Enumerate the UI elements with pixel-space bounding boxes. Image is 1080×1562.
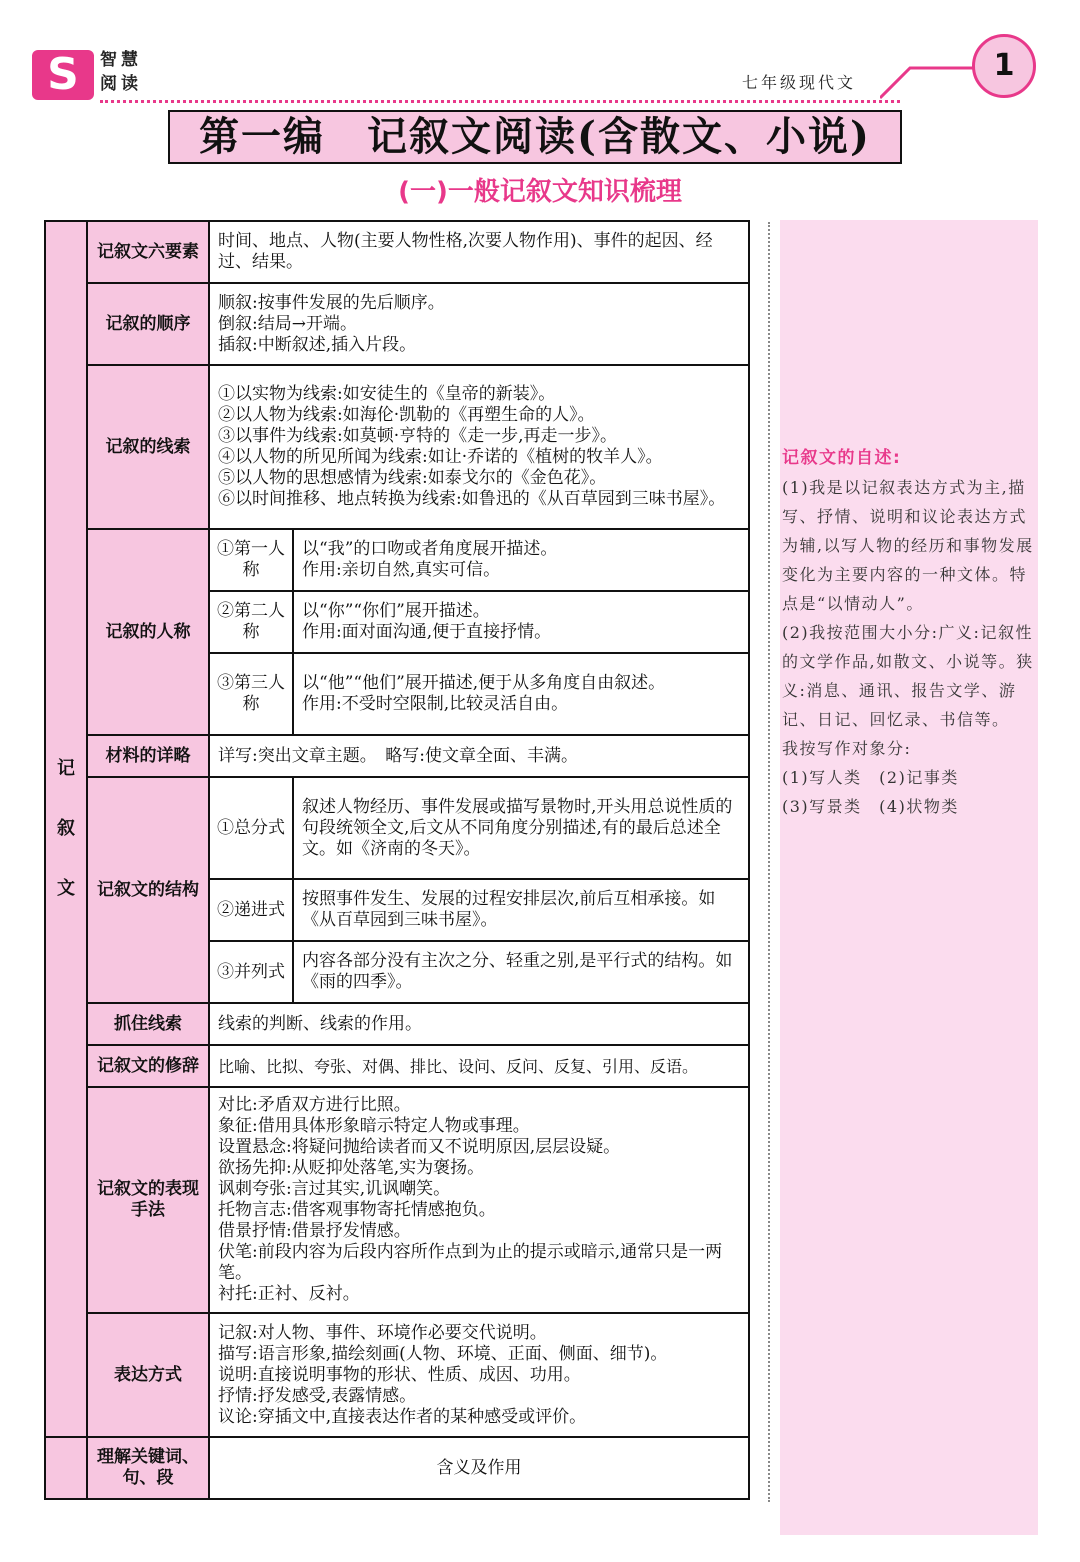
person-name: ③第三人称 — [209, 653, 293, 735]
person-text — [293, 591, 749, 653]
clue-line: ④以人物的所见所闻为线索:如让·乔诺的《植树的牧羊人》。 — [218, 447, 663, 467]
row-text-expression — [209, 1313, 749, 1437]
row-text-techniques — [209, 1087, 749, 1313]
page-title: 第一编 记叙文阅读(含散文、小说) — [168, 110, 902, 164]
person-line: 作用:亲切自然,真实可信。 — [302, 560, 501, 580]
sidebar-title: 记叙文的自述: — [782, 448, 902, 468]
row-label-person: 记叙的人称 — [87, 529, 209, 735]
logo — [32, 44, 182, 104]
row-label-rhetoric: 记叙文的修辞 — [87, 1045, 209, 1087]
grade-label: 七年级现代文 — [742, 73, 857, 92]
sidebar-paragraph: (2)我按范围大小分:广义:记叙性的文学作品,如散文、小说等。狭义:消息、通讯、报告文学、游记、日记、回忆录、书信等。 — [782, 623, 1034, 729]
row-label-techniques: 记叙文的表现手法 — [87, 1087, 209, 1313]
row-label-order: 记叙的顺序 — [87, 283, 209, 365]
structure-name: ①总分式 — [209, 777, 293, 879]
person-text — [293, 653, 749, 735]
person-line: 作用:不受时空限制,比较灵活自由。 — [302, 694, 569, 714]
technique-line: 借景抒情:借景抒发情感。 — [218, 1221, 411, 1241]
technique-line: 讽刺夸张:言过其实,讥讽嘲笑。 — [218, 1179, 451, 1199]
structure-text: 叙述人物经历、事件发展或描写景物时,开头用总说性质的句段统领全文,后文从不同角度分别描述,有的最后总述全文。如《济南的冬天》。 — [293, 777, 749, 879]
sidebar-notes — [782, 444, 1038, 821]
person-line: 以“我”的口吻或者角度展开描述。 — [302, 539, 558, 559]
sidebar-paragraph: (3)写景类 (4)状物类 — [782, 797, 959, 816]
technique-line: 对比:矛盾双方进行比照。 — [218, 1095, 411, 1115]
row-text-clues — [209, 365, 749, 529]
clue-line: ②以人物为线索:如海伦·凯勒的《再塑生命的人》。 — [218, 405, 595, 425]
structure-text: 内容各部分没有主次之分、轻重之别,是平行式的结构。如《雨的四季》。 — [293, 941, 749, 1003]
dotted-divider — [100, 100, 900, 103]
technique-line: 设置悬念:将疑问抛给读者而又不说明原因,层层设疑。 — [218, 1137, 621, 1157]
sidebar-paragraph: (1)写人类 (2)记事类 — [782, 768, 959, 787]
row-label-keywords: 理解关键词、句、段 — [87, 1437, 209, 1499]
logo-mark — [32, 50, 94, 100]
row-label-clues: 记叙的线索 — [87, 365, 209, 529]
technique-line: 欲扬先抑:从贬抑处落笔,实为褒扬。 — [218, 1158, 485, 1178]
order-line: 倒叙:结局→开端。 — [218, 313, 357, 334]
technique-line: 象征:借用具体形象暗示特定人物或事理。 — [218, 1116, 530, 1136]
technique-line: 衬托:正衬、反衬。 — [218, 1284, 360, 1304]
technique-line: 伏笔:前段内容为后段内容所作点到为止的提示或暗示,通常只是一两笔。 — [218, 1242, 723, 1283]
structure-name: ③并列式 — [209, 941, 293, 1003]
logo-letter: S — [47, 49, 79, 100]
person-line: 以“他”“他们”展开描述,便于从多角度自由叙述。 — [302, 673, 666, 693]
row-label-grasp-clue: 抓住线索 — [87, 1003, 209, 1045]
sidebar-paragraph: (1)我是以记叙表达方式为主,描写、抒情、说明和议论表达方式为辅,以写人物的经历和事物发展变化为主要内容的一种文体。特点是“以情动人”。 — [782, 478, 1034, 613]
row-text-order — [209, 283, 749, 365]
technique-line: 托物言志:借客观事物寄托情感抱负。 — [218, 1200, 496, 1220]
row-text-keywords: 含义及作用 — [209, 1437, 749, 1499]
sidebar-panel — [780, 220, 1038, 1535]
row-text-rhetoric: 比喻、比拟、夸张、对偶、排比、设问、反问、反复、引用、反语。 — [209, 1045, 749, 1087]
category-label: 记叙文 — [57, 758, 75, 899]
person-name: ①第一人称 — [209, 529, 293, 591]
expression-line: 抒情:抒发感受,表露情感。 — [218, 1385, 417, 1406]
row-label-detail: 材料的详略 — [87, 735, 209, 777]
person-name: ②第二人称 — [209, 591, 293, 653]
row-label-structure: 记叙文的结构 — [87, 777, 209, 1003]
clue-line: ⑥以时间推移、地点转换为线索:如鲁迅的《从百草园到三味书屋》。 — [218, 489, 726, 509]
expression-line: 说明:直接说明事物的形状、性质、成因、功用。 — [218, 1364, 581, 1385]
order-line: 顺叙:按事件发展的先后顺序。 — [218, 292, 445, 313]
clue-line: ⑤以人物的思想感情为线索:如泰戈尔的《金色花》。 — [218, 468, 607, 488]
section-subtitle: (一)一般记叙文知识梳理 — [398, 177, 682, 207]
category-cell-bottom — [45, 1437, 87, 1499]
row-label-expression: 表达方式 — [87, 1313, 209, 1437]
row-text-six-elements: 时间、地点、人物(主要人物性格,次要人物作用)、事件的起因、经过、结果。 — [209, 221, 749, 283]
column-divider — [768, 222, 770, 1502]
row-label-six-elements: 记叙文六要素 — [87, 221, 209, 283]
category-cell — [45, 221, 87, 1437]
clue-line: ③以事件为线索:如莫顿·亨特的《走一步,再走一步》。 — [218, 426, 618, 446]
row-text-detail: 详写:突出文章主题。 略写:使文章全面、丰满。 — [209, 735, 749, 777]
order-line: 插叙:中断叙述,插入片段。 — [218, 334, 417, 355]
clue-line: ①以实物为线索:如安徒生的《皇帝的新装》。 — [218, 384, 556, 404]
structure-name: ②递进式 — [209, 879, 293, 941]
expression-line: 描写:语言形象,描绘刻画(人物、环境、正面、侧面、细节)。 — [218, 1343, 668, 1364]
sidebar-paragraph: 我按写作对象分: — [782, 739, 912, 758]
expression-line: 议论:穿插文中,直接表达作者的某种感受或评价。 — [218, 1406, 587, 1427]
person-line: 作用:面对面沟通,便于直接抒情。 — [302, 622, 552, 642]
expression-line: 记叙:对人物、事件、环境作必要交代说明。 — [218, 1322, 547, 1343]
structure-text: 按照事件发生、发展的过程安排层次,前后互相承接。如《从百草园到三味书屋》。 — [293, 879, 749, 941]
logo-text: 智慧阅读 — [100, 50, 142, 94]
person-text — [293, 529, 749, 591]
person-line: 以“你”“你们”展开描述。 — [302, 601, 490, 621]
row-text-grasp-clue: 线索的判断、线索的作用。 — [209, 1003, 749, 1045]
knowledge-table — [44, 220, 748, 1500]
page-number: 1 — [972, 34, 1036, 98]
